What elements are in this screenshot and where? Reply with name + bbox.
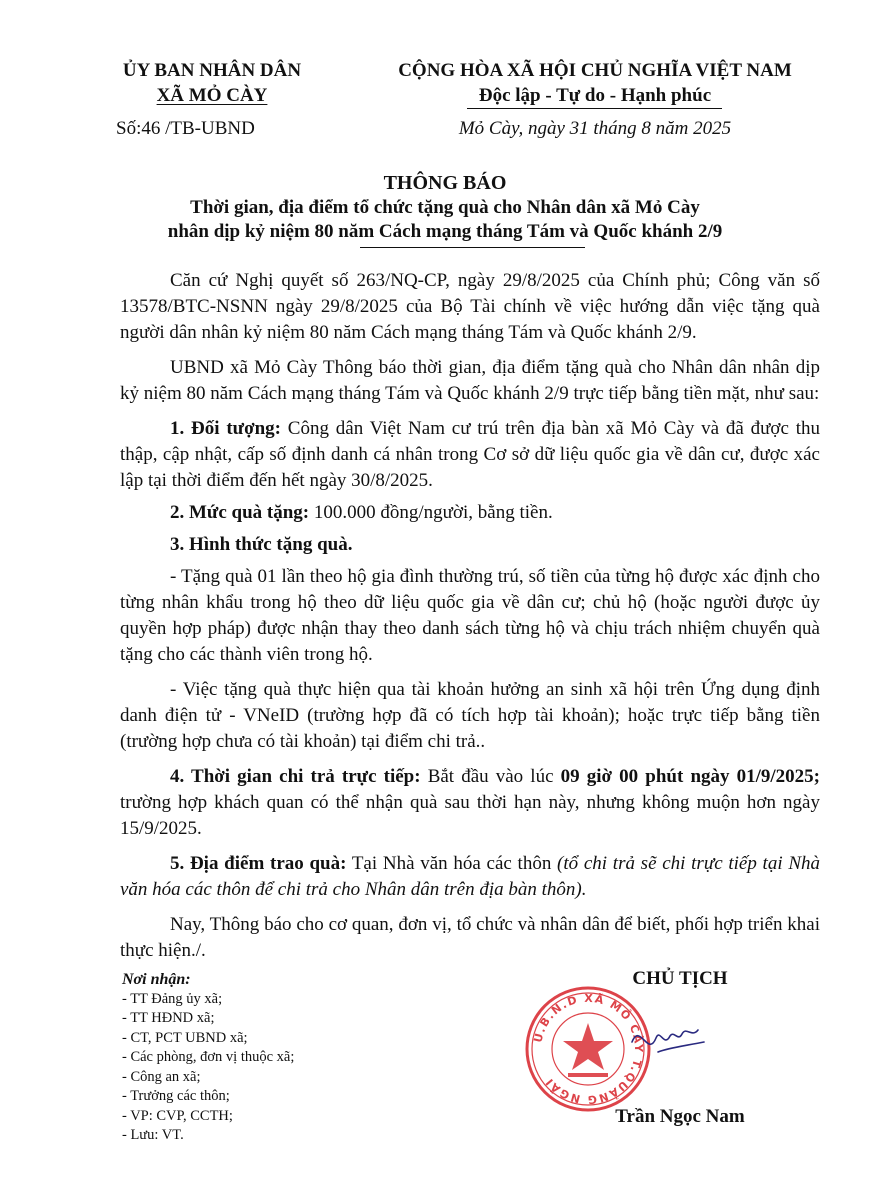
section-5-italic: (tổ chi trả sẽ chi trực tiếp tại Nhà văn hóa các thôn để chi trả cho Nhân dân trên địa bàn thôn). [120, 853, 820, 900]
recipient-item: - TT Đảng ủy xã; [122, 990, 223, 1007]
section-3-item-b: - Việc tặng quà thực hiện qua tài khoản hưởng an sinh xã hội trên Ứng dụng định danh điện tử - VNeID (trường hợp đã có tích hợp tài khoản); hoặc trực tiếp bằng tiền (trường hợp chưa có tài khoản) tại điểm chi trả.. [120, 679, 820, 752]
recipient-item: - VP: CVP, CCTH; [122, 1107, 233, 1124]
signer-name: Trần Ngọc Nam [615, 1106, 745, 1127]
recipient-item: - TT HĐND xã; [122, 1010, 215, 1026]
section-4-bold: 09 giờ 00 phút ngày 01/9/2025; [560, 766, 821, 787]
section-1-label: 1. Đối tượng: [170, 418, 281, 439]
document-subtitle-line1: Thời gian, địa điểm tổ chức tặng quà cho Nhân dân xã Mỏ Cày [190, 197, 700, 218]
section-gift-form [120, 532, 820, 558]
section-4-text1: Bắt đầu vào lúc [420, 766, 561, 787]
national-motto: Độc lập - Tự do - Hạnh phúc [478, 85, 712, 106]
section-recipients-eligibility [120, 416, 820, 494]
recipient-item: - CT, PCT UBND xã; [122, 1029, 248, 1046]
org-name-text: XÃ MỎ CÀY [156, 85, 268, 106]
section-2-label: 2. Mức quà tặng: [170, 502, 310, 523]
document-date: Mỏ Cày, ngày 31 tháng 8 năm 2025 [458, 118, 732, 139]
recipients-list [122, 970, 442, 1146]
recipients-heading: Nơi nhận: [122, 971, 191, 988]
paragraph-legal-basis: Căn cứ Nghị quyết số 263/NQ-CP, ngày 29/8/2025 của Chính phủ; Công văn số 13578/BTC-NSNN ngày 29/8/2025 của Bộ Tài chính về việc hướng dẫn việc tặng quà người dân nhân kỷ niệm 80 năm Cách mạng tháng Tám và Quốc khánh 2/9. [120, 270, 820, 343]
recipient-item: - Trưởng các thôn; [122, 1088, 230, 1104]
section-2-text: 100.000 đồng/người, bằng tiền. [309, 502, 553, 523]
document-body [120, 268, 820, 973]
signer-position: CHỦ TỊCH [632, 968, 728, 989]
section-4-label: 4. Thời gian chi trả trực tiếp: [170, 766, 421, 787]
org-name-line1: ỦY BAN NHÂN DÂN [122, 60, 302, 81]
section-1-text: Công dân Việt Nam cư trú trên địa bàn xã Mỏ Cày và đã được thu thập, cập nhật, cấp số định danh cá nhân trong Cơ sở dữ liệu quốc gia về dân cư, được xác lập tại thời điểm đến hết ngày 30/8/2025. [120, 418, 820, 491]
section-3-item-a: - Tặng quà 01 lần theo hộ gia đình thường trú, số tiền của từng hộ được xác định cho từng nhân khẩu trong hộ theo dữ liệu quốc gia về dân cư; chủ hộ (hoặc người được ủy quyền hợp pháp) được nhận thay theo danh sách từng hộ và chịu trách nhiệm chuyển quà tặng cho các thành viên trong hộ. [120, 566, 820, 665]
section-gift-location [120, 851, 820, 903]
recipient-item: - Lưu: VT. [122, 1127, 184, 1143]
document-subtitle-line2: nhân dịp kỷ niệm 80 năm Cách mạng tháng Tám và Quốc khánh 2/9 [167, 221, 723, 242]
section-4-text2: trường hợp khách quan có thể nhận quà sau thời hạn này, nhưng không muộn hơn ngày 15/9/2025. [120, 792, 820, 839]
subtitle-underline [360, 247, 585, 248]
org-name-line2 [92, 83, 332, 108]
motto-underline [467, 108, 722, 109]
section-3-label: 3. Hình thức tặng quà. [170, 534, 353, 555]
paragraph-closing: Nay, Thông báo cho cơ quan, đơn vị, tổ chức và nhân dân để biết, phối hợp triển khai thực hiện./. [120, 914, 820, 961]
section-5-label: 5. Địa điểm trao quà: [170, 853, 347, 874]
section-gift-amount [120, 500, 820, 526]
document-number: Số:46 /TB-UBND [116, 118, 255, 139]
recipient-item: - Công an xã; [122, 1068, 201, 1085]
section-payment-time [120, 764, 820, 842]
recipient-item: - Các phòng, đơn vị thuộc xã; [122, 1049, 295, 1065]
national-title: CỘNG HÒA XÃ HỘI CHỦ NGHĨA VIỆT NAM [398, 60, 792, 81]
svg-text:U.B.N.D XÃ MỎ CÀY T.QUẢNG NGÃI: U.B.N.D XÃ MỎ CÀY T.QUẢNG NGÃI [531, 991, 646, 1107]
document-title: THÔNG BÁO [383, 172, 507, 194]
section-5-text: Tại Nhà văn hóa các thôn [346, 853, 558, 874]
handwritten-signature [628, 1012, 708, 1072]
paragraph-announcement: UBND xã Mỏ Cày Thông báo thời gian, địa điểm tặng quà cho Nhân dân nhân dịp kỷ niệm 80 năm Cách mạng tháng Tám và Quốc khánh 2/9 trực tiếp bằng tiền mặt, như sau: [120, 357, 820, 404]
